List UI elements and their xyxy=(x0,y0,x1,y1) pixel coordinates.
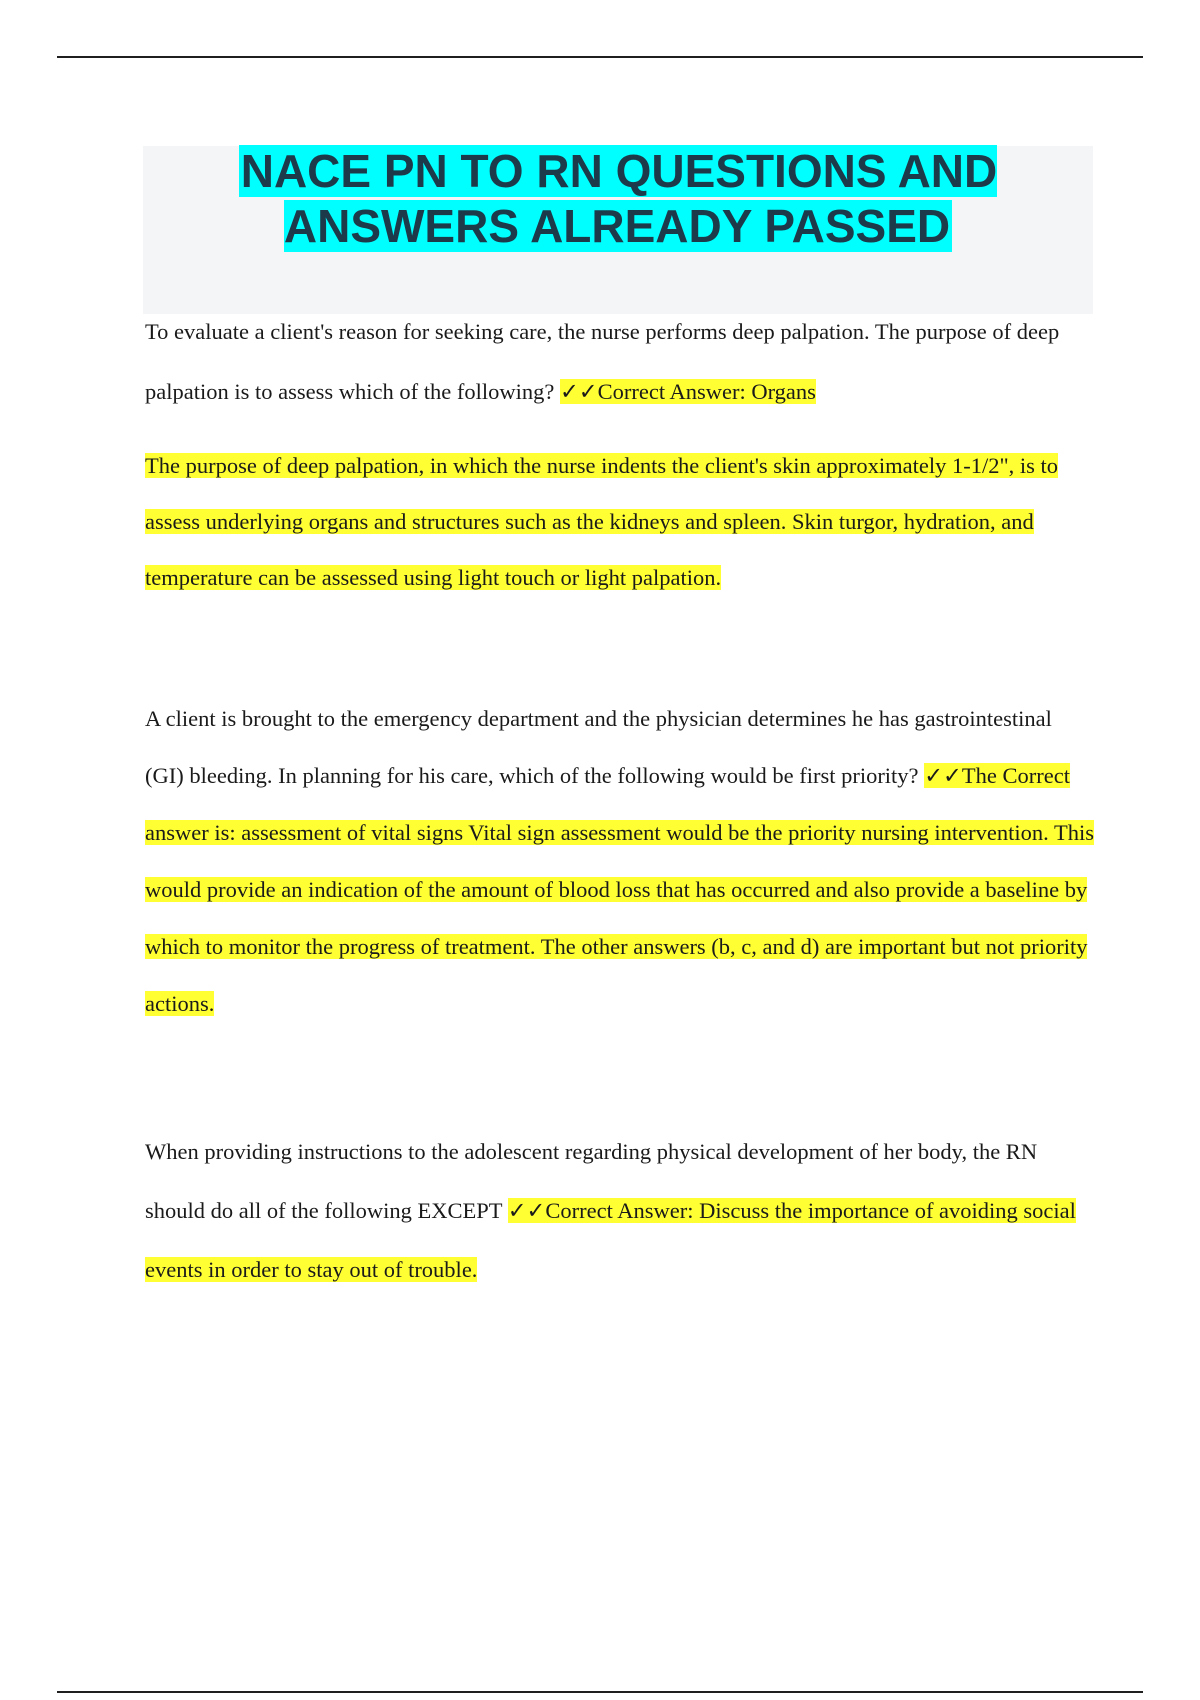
question-1-explanation xyxy=(145,438,1095,606)
question-2-text: A client is brought to the emergency department and the physician determines he has gastrointestinal (GI) bleeding. In planning for his care, which of the following would be first priority? xyxy=(145,706,1052,788)
header-rule xyxy=(57,56,1143,58)
question-2-answer: ✓✓The Correct answer is: assessment of vital signs Vital sign assessment would be the priority nursing intervention. This would provide an indication of the amount of blood loss that has occurred and also provide a baseline by which to monitor the progress of treatment. The other answers (b, c, and d) are important but not priority actions. xyxy=(145,763,1094,1016)
question-3-answer: ✓✓Correct Answer: Discuss the importance of avoiding social events in order to stay out of trouble. xyxy=(145,1198,1076,1282)
question-3-text: When providing instructions to the adolescent regarding physical development of her body, the RN should do all of the following EXCEPT xyxy=(145,1139,1038,1223)
question-1 xyxy=(145,302,1095,422)
document-title xyxy=(143,144,1093,254)
question-1-answer: ✓✓Correct Answer: Organs xyxy=(559,379,816,404)
question-1-text: To evaluate a client's reason for seeking care, the nurse performs deep palpation. The purpose of deep palpation is to assess which of the following? xyxy=(145,319,1060,404)
document-title-text: NACE PN TO RN QUESTIONS AND ANSWERS ALREADY PASSED xyxy=(240,145,998,252)
question-1-explanation-text: The purpose of deep palpation, in which the nurse indents the client's skin approximately 1-1/2", is to assess underlying organs and structures such as the kidneys and spleen. Skin turgor, hydration, and temperature can be assessed using light touch or light palpation. xyxy=(145,453,1059,590)
question-2 xyxy=(145,690,1095,1032)
question-3 xyxy=(145,1122,1095,1299)
footer-rule xyxy=(57,1691,1143,1693)
